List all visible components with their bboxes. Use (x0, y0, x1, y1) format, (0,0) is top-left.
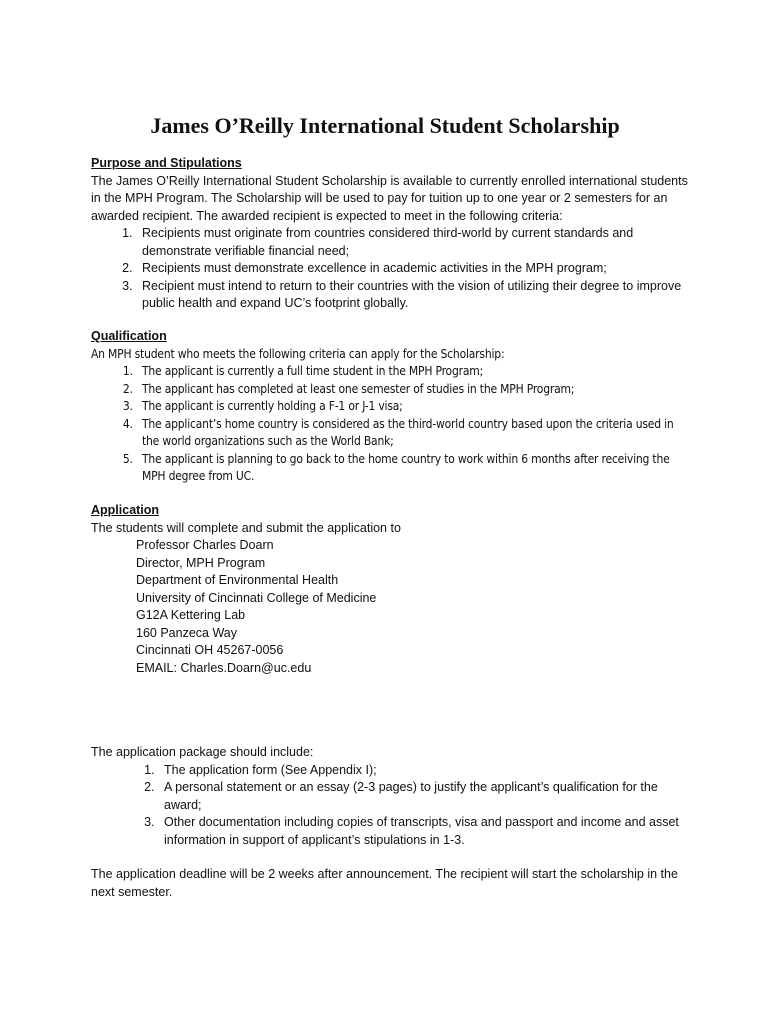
application-heading: Application (91, 503, 160, 517)
qualification-section (91, 328, 691, 486)
purpose-section (91, 155, 691, 313)
address-line: Professor Charles Doarn (136, 538, 274, 552)
list-item: 2. A personal statement or an essay (2-3 pages) to justify the applicant’s qualification for the award; (158, 779, 691, 814)
list-item: 1. The applicant is currently a full time student in the MPH Program; (136, 363, 691, 381)
qualification-list (91, 363, 691, 486)
purpose-list (91, 225, 691, 313)
contact-email: EMAIL: Charles.Doarn@uc.edu (136, 660, 312, 675)
application-intro: The students will complete and submit the application to (91, 520, 401, 535)
address-line: 160 Panzeca Way (136, 625, 237, 640)
list-item: 2. Recipients must demonstrate excellence in academic activities in the MPH program; (136, 260, 691, 278)
package-list (91, 762, 691, 850)
address-line: G12A Kettering Lab (136, 608, 246, 622)
address-line: Department of Environmental Health (136, 573, 339, 587)
list-item: 1. Recipients must originate from countries considered third-world by current standards and demonstrate verifiable financial need; (136, 225, 691, 260)
list-item: 4. The applicant’s home country is considered as the third-world country based upon the criteria used in the world organizations such as the World Bank; (136, 416, 691, 451)
qualification-heading: Qualification (91, 329, 167, 343)
list-item: 2. The applicant has completed at least one semester of studies in the MPH Program; (136, 381, 691, 399)
deadline-text: The application deadline will be 2 weeks after announcement. The recipient will start the scholarship in the next semester. (91, 867, 678, 899)
purpose-heading: Purpose and Stipulations (91, 156, 242, 170)
purpose-intro: The James O’Reilly International Student Scholarship is available to currently enrolled international students in the MPH Program. The Scholarship will be used to pay for tuition up to one year or 2 semesters for an awarded recipient. The awarded recipient is expected to meet in the following criteria: (91, 173, 688, 223)
list-item: 3. Recipient must intend to return to their countries with the vision of utilizing their degree to improve public health and expand UC’s footprint globally. (136, 278, 691, 313)
list-item: 5. The applicant is planning to go back to the home country to work within 6 months after receiving the MPH degree from UC. (136, 451, 691, 486)
document-title: James O’Reilly International Student Scholarship (150, 113, 620, 138)
address-line: Director, MPH Program (136, 555, 266, 570)
list-item: 1. The application form (See Appendix I); (158, 762, 691, 780)
package-intro: The application package should include: (91, 745, 314, 759)
application-section (91, 502, 691, 677)
package-section (91, 744, 691, 849)
list-item: 3. Other documentation including copies of transcripts, visa and passport and income and asset information in support of applicant’s stipulations in 1-3. (158, 814, 691, 849)
mailing-address (91, 537, 691, 677)
address-line: Cincinnati OH 45267-0056 (136, 643, 284, 657)
list-item: 3. The applicant is currently holding a F-1 or J-1 visa; (136, 398, 691, 416)
qualification-intro: An MPH student who meets the following criteria can apply for the Scholarship: (91, 346, 505, 361)
address-line: University of Cincinnati College of Medicine (136, 590, 377, 605)
deadline-section (91, 866, 691, 901)
